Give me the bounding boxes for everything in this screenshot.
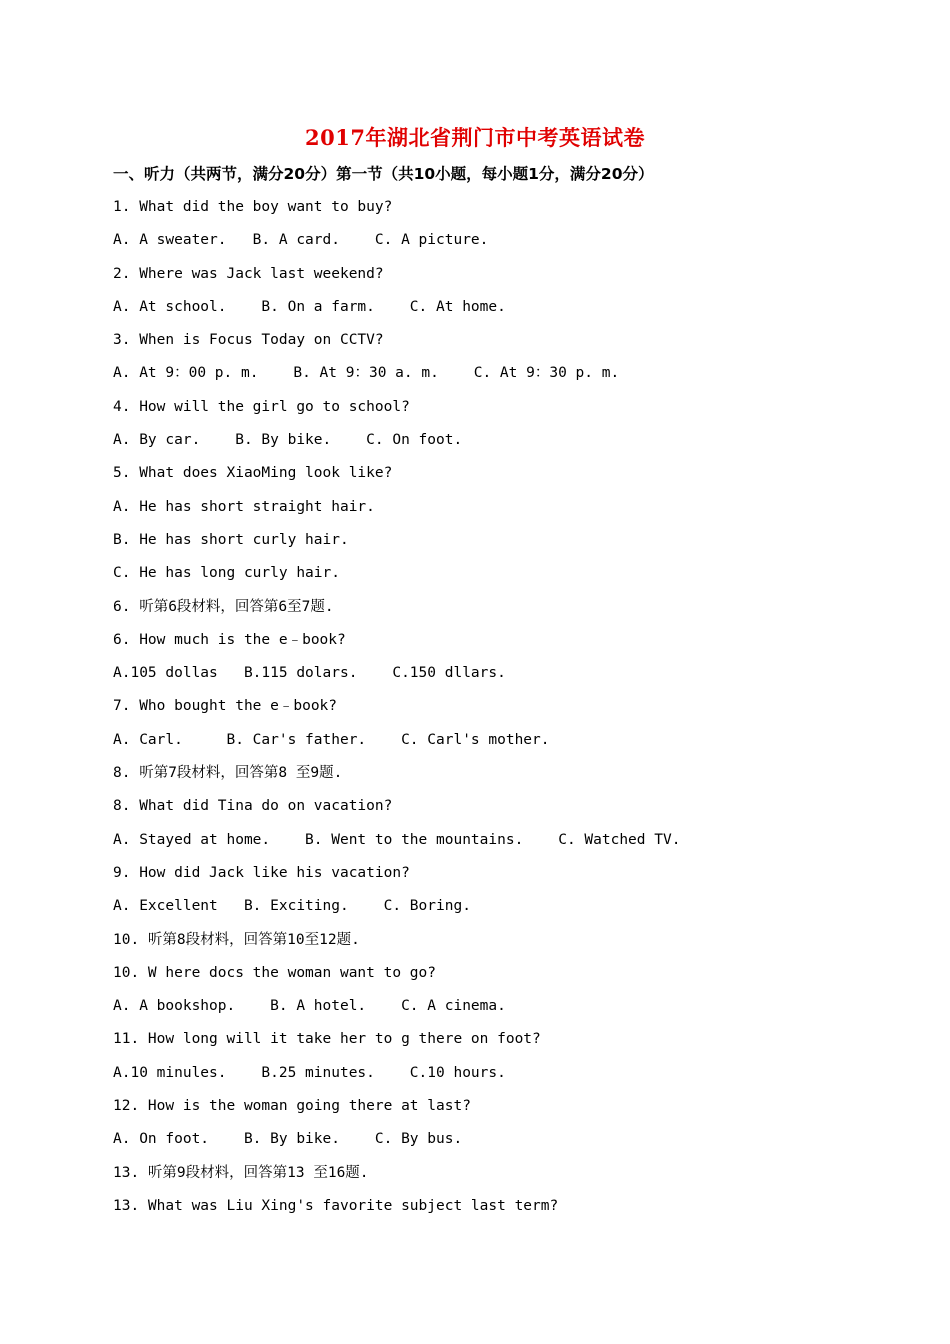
exam-title: 2017年湖北省荆门市中考英语试卷 — [305, 125, 645, 150]
instruction-line: 13. 听第9段材料，回答第13 至16题. — [113, 1164, 369, 1181]
options-line: A. Stayed at home. B. Went to the mountains. C. Watched TV. — [113, 831, 681, 848]
question-line: 12. How is the woman going there at last? — [113, 1098, 471, 1115]
question-line: 7. Who bought the e﹣book? — [113, 698, 338, 715]
option-line: B. He has short curly hair. — [113, 531, 349, 548]
instruction-line: 6. 听第6段材料，回答第6至7题. — [113, 598, 334, 615]
options-line: A. On foot. B. By bike. C. By bus. — [113, 1131, 463, 1148]
options-line: A. A bookshop. B. A hotel. C. A cinema. — [113, 998, 506, 1015]
question-line: 4. How will the girl go to school? — [113, 398, 410, 415]
question-line: 10. W here docs the woman want to go? — [113, 964, 437, 981]
options-line: A. Excellent B. Exciting. C. Boring. — [113, 898, 471, 915]
question-line: 9. How did Jack like his vacation? — [113, 864, 410, 881]
option-line: A. He has short straight hair. — [113, 498, 375, 515]
question-line: 5. What does XiaoMing look like? — [113, 465, 393, 482]
options-line: A. By car. B. By bike. C. On foot. — [113, 432, 463, 449]
options-line: A. At 9：00 p. m. B. At 9：30 a. m. C. At 9：30 p. m. — [113, 365, 620, 382]
instruction-line: 8. 听第7段材料，回答第8 至9题. — [113, 765, 343, 782]
question-line: 6. How much is the e﹣book? — [113, 631, 346, 648]
options-line: A. Carl. B. Car's father. C. Carl's mother. — [113, 731, 550, 748]
options-line: A. At school. B. On a farm. C. At home. — [113, 298, 506, 315]
instruction-line: 10. 听第8段材料，回答第10至12题. — [113, 931, 360, 948]
question-list — [113, 196, 893, 1228]
option-line: C. He has long curly hair. — [113, 565, 340, 582]
question-line: 13. What was Liu Xing's favorite subject last term? — [113, 1197, 559, 1214]
options-line: A.105 dollas B.115 dolars. C.150 dllars. — [113, 665, 506, 682]
question-line: 1. What did the boy want to buy? — [113, 199, 393, 215]
options-line: A. A sweater. B. A card. C. A picture. — [113, 232, 489, 249]
question-line: 2. Where was Jack last weekend? — [113, 265, 384, 282]
question-line: 11. How long will it take her to g there on foot? — [113, 1031, 541, 1048]
question-line: 3. When is Focus Today on CCTV? — [113, 332, 384, 349]
question-line: 8. What did Tina do on vacation? — [113, 798, 393, 815]
options-line: A.10 minules. B.25 minutes. C.10 hours. — [113, 1064, 506, 1081]
listening-section-heading: 一、听力（共两节，满分20分）第一节（共10小题，每小题1分，满分20分） — [113, 165, 654, 183]
